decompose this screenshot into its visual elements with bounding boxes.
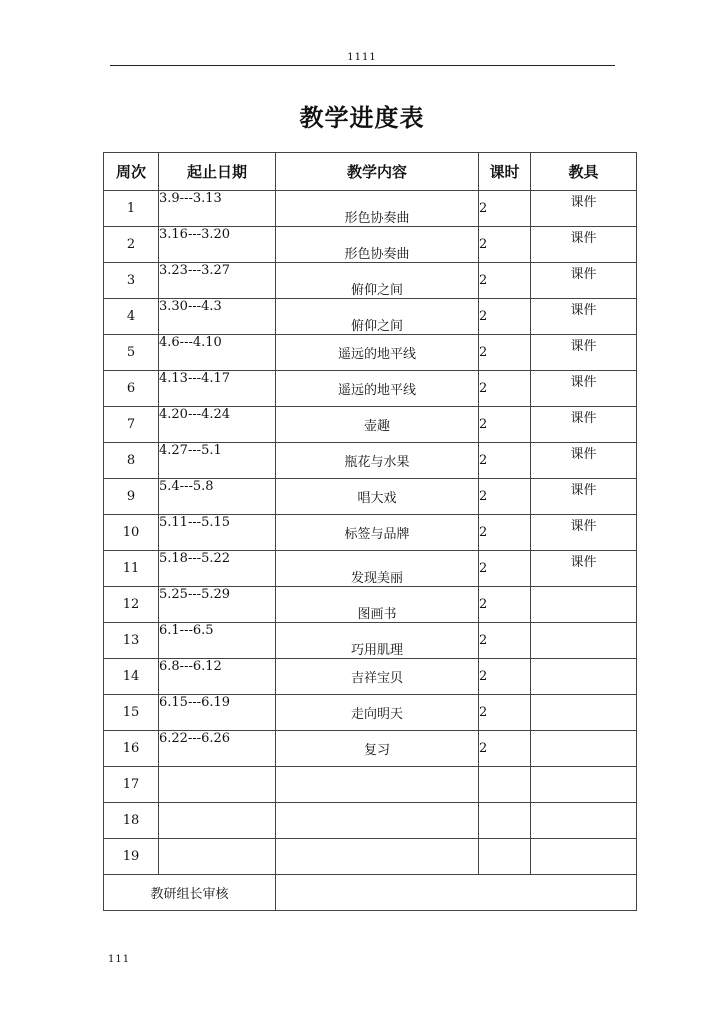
cell-hours: 2 xyxy=(479,695,531,731)
cell-hours: 2 xyxy=(479,407,531,443)
cell-tools xyxy=(531,731,637,767)
review-row xyxy=(104,875,637,911)
table-row xyxy=(104,299,637,335)
cell-hours: 2 xyxy=(479,191,531,227)
cell-content: 俯仰之间 xyxy=(276,299,479,335)
cell-content: 发现美丽 xyxy=(276,551,479,587)
cell-tools xyxy=(531,659,637,695)
cell-week: 17 xyxy=(104,767,159,803)
table-row xyxy=(104,623,637,659)
cell-tools: 课件 xyxy=(531,191,637,227)
cell-tools: 课件 xyxy=(531,479,637,515)
header-rule xyxy=(110,65,615,66)
cell-tools xyxy=(531,767,637,803)
cell-dates: 6.8---6.12 xyxy=(159,659,276,695)
cell-content: 复习 xyxy=(276,731,479,767)
cell-hours: 2 xyxy=(479,551,531,587)
cell-hours: 2 xyxy=(479,443,531,479)
cell-tools: 课件 xyxy=(531,263,637,299)
cell-dates: 4.6---4.10 xyxy=(159,335,276,371)
cell-dates: 5.4---5.8 xyxy=(159,479,276,515)
cell-dates: 6.22---6.26 xyxy=(159,731,276,767)
table-row xyxy=(104,551,637,587)
cell-content: 标签与品牌 xyxy=(276,515,479,551)
cell-content xyxy=(276,803,479,839)
cell-dates: 3.30---4.3 xyxy=(159,299,276,335)
table-header-row xyxy=(104,153,637,191)
cell-week: 5 xyxy=(104,335,159,371)
cell-week: 18 xyxy=(104,803,159,839)
cell-content: 图画书 xyxy=(276,587,479,623)
cell-tools: 课件 xyxy=(531,515,637,551)
cell-tools: 课件 xyxy=(531,551,637,587)
cell-week: 9 xyxy=(104,479,159,515)
cell-tools: 课件 xyxy=(531,335,637,371)
cell-dates: 4.13---4.17 xyxy=(159,371,276,407)
table-row xyxy=(104,191,637,227)
cell-week: 12 xyxy=(104,587,159,623)
header-dates: 起止日期 xyxy=(159,153,276,191)
cell-dates: 3.9---3.13 xyxy=(159,191,276,227)
table-row xyxy=(104,227,637,263)
cell-dates xyxy=(159,803,276,839)
cell-dates xyxy=(159,767,276,803)
page-footer: 111 xyxy=(108,954,131,965)
table-row xyxy=(104,479,637,515)
cell-tools xyxy=(531,839,637,875)
header-tools: 教具 xyxy=(531,153,637,191)
cell-week: 11 xyxy=(104,551,159,587)
cell-week: 13 xyxy=(104,623,159,659)
cell-hours: 2 xyxy=(479,263,531,299)
table-row xyxy=(104,407,637,443)
header-week: 周次 xyxy=(104,153,159,191)
cell-content: 壶趣 xyxy=(276,407,479,443)
table-row xyxy=(104,767,637,803)
cell-content: 形色协奏曲 xyxy=(276,227,479,263)
cell-hours xyxy=(479,767,531,803)
table-row xyxy=(104,803,637,839)
cell-week: 3 xyxy=(104,263,159,299)
cell-tools: 课件 xyxy=(531,371,637,407)
cell-content: 走向明天 xyxy=(276,695,479,731)
cell-content: 巧用肌理 xyxy=(276,623,479,659)
cell-dates: 5.18---5.22 xyxy=(159,551,276,587)
cell-hours xyxy=(479,803,531,839)
cell-hours: 2 xyxy=(479,335,531,371)
cell-week: 2 xyxy=(104,227,159,263)
schedule-table xyxy=(103,152,637,911)
table-row xyxy=(104,695,637,731)
cell-tools: 课件 xyxy=(531,227,637,263)
cell-content: 遥远的地平线 xyxy=(276,371,479,407)
cell-dates: 6.1---6.5 xyxy=(159,623,276,659)
cell-content xyxy=(276,767,479,803)
cell-dates: 4.27---5.1 xyxy=(159,443,276,479)
cell-week: 16 xyxy=(104,731,159,767)
review-label: 教研组长审核 xyxy=(104,875,276,911)
header-content: 教学内容 xyxy=(276,153,479,191)
cell-week: 7 xyxy=(104,407,159,443)
cell-content: 形色协奏曲 xyxy=(276,191,479,227)
table-row xyxy=(104,731,637,767)
page-header: 1111 xyxy=(347,52,377,63)
table-row xyxy=(104,335,637,371)
cell-dates: 5.25---5.29 xyxy=(159,587,276,623)
cell-hours: 2 xyxy=(479,587,531,623)
cell-content: 遥远的地平线 xyxy=(276,335,479,371)
cell-content xyxy=(276,839,479,875)
cell-week: 14 xyxy=(104,659,159,695)
cell-dates: 4.20---4.24 xyxy=(159,407,276,443)
cell-content: 唱大戏 xyxy=(276,479,479,515)
cell-week: 8 xyxy=(104,443,159,479)
cell-week: 4 xyxy=(104,299,159,335)
table-row xyxy=(104,587,637,623)
cell-hours: 2 xyxy=(479,659,531,695)
cell-hours: 2 xyxy=(479,299,531,335)
cell-dates: 6.15---6.19 xyxy=(159,695,276,731)
cell-week: 19 xyxy=(104,839,159,875)
table-row xyxy=(104,371,637,407)
cell-dates: 3.16---3.20 xyxy=(159,227,276,263)
cell-week: 10 xyxy=(104,515,159,551)
cell-content: 吉祥宝贝 xyxy=(276,659,479,695)
table-row xyxy=(104,263,637,299)
cell-content: 俯仰之间 xyxy=(276,263,479,299)
cell-content: 瓶花与水果 xyxy=(276,443,479,479)
table-row xyxy=(104,839,637,875)
cell-hours: 2 xyxy=(479,479,531,515)
review-value xyxy=(276,875,637,911)
document-title: 教学进度表 xyxy=(299,104,425,132)
cell-tools xyxy=(531,587,637,623)
cell-hours: 2 xyxy=(479,515,531,551)
cell-week: 6 xyxy=(104,371,159,407)
table-row xyxy=(104,443,637,479)
cell-tools: 课件 xyxy=(531,407,637,443)
table-row xyxy=(104,515,637,551)
cell-hours: 2 xyxy=(479,371,531,407)
cell-tools: 课件 xyxy=(531,299,637,335)
cell-dates: 5.11---5.15 xyxy=(159,515,276,551)
cell-week: 15 xyxy=(104,695,159,731)
cell-week: 1 xyxy=(104,191,159,227)
cell-tools: 课件 xyxy=(531,443,637,479)
cell-tools xyxy=(531,623,637,659)
cell-dates: 3.23---3.27 xyxy=(159,263,276,299)
cell-hours: 2 xyxy=(479,731,531,767)
cell-hours: 2 xyxy=(479,623,531,659)
cell-tools xyxy=(531,695,637,731)
header-hours: 课时 xyxy=(479,153,531,191)
cell-hours xyxy=(479,839,531,875)
cell-hours: 2 xyxy=(479,227,531,263)
cell-dates xyxy=(159,839,276,875)
table-row xyxy=(104,659,637,695)
cell-tools xyxy=(531,803,637,839)
